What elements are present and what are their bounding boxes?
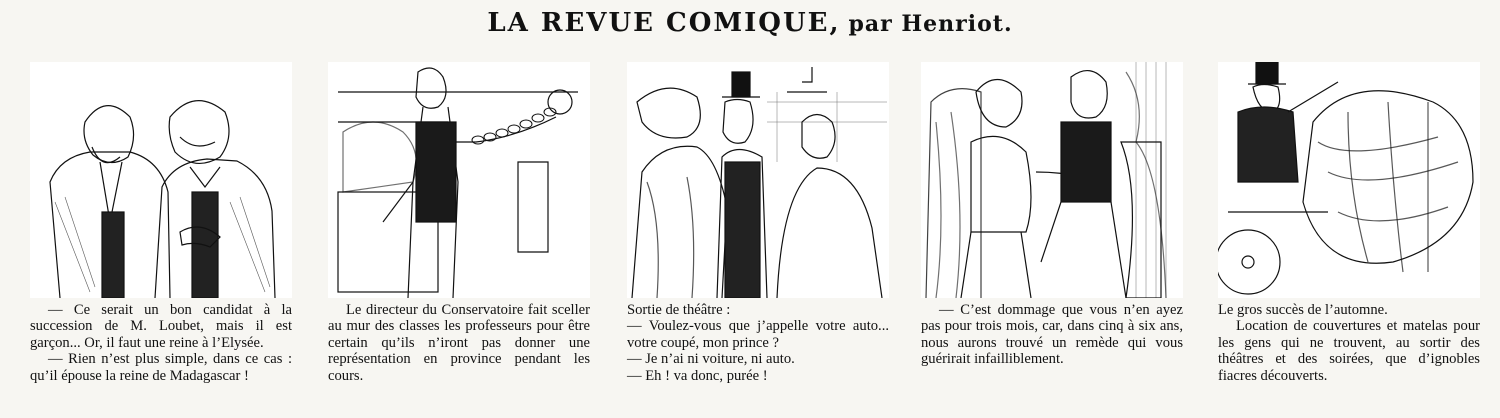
caption-line: — Je n’ai ni voiture, ni auto. <box>627 351 795 368</box>
caption-panel-2 <box>328 302 590 384</box>
caption-panel-3 <box>627 302 889 384</box>
title-byline: par Henriot. <box>848 11 1013 37</box>
caption-line: — Rien n’est plus simple, dans ce cas : qu’il épouse la reine de Madagascar ! <box>30 351 292 384</box>
title-main: LA REVUE COMIQUE, <box>487 8 841 38</box>
illustration-theatre-exit <box>627 62 889 298</box>
caption-line: Sortie de théâtre : <box>627 302 731 318</box>
comic-panel-4 <box>921 62 1183 298</box>
caption-panel-5 <box>1218 302 1480 384</box>
caption-line: — C’est dommage que vous n’en ayez pas pour trois mois, car, dans cinq à six ans, nous aurons trouvé un remède qui vous guérirait infailliblement. <box>921 302 1183 368</box>
caption-line: Le directeur du Conservatoire fait sceller au mur des classes les professeurs pour être certain qu’ils n’iront pas donner une représentation en province pendant les cours. <box>328 302 590 384</box>
comic-panel-1 <box>30 62 292 298</box>
illustration-doctor-patient <box>921 62 1183 298</box>
illustration-two-gentlemen <box>30 62 292 298</box>
comic-panel-2 <box>328 62 590 298</box>
page-title <box>0 8 1500 38</box>
caption-line: — Ce serait un bon candidat à la succession de M. Loubet, mais il est garçon... Or, il faut une reine à l’Elysée. <box>30 302 292 351</box>
caption-line: — Voulez-vous que j’appelle votre auto... votre coupé, mon prince ? <box>627 318 889 351</box>
illustration-open-cab <box>1218 62 1480 298</box>
caption-panel-1 <box>30 302 292 384</box>
caption-line: Location de couvertures et matelas pour les gens qui ne trouvent, au sortir des théâtres et des soirées, que d’ignobles fiacres découverts. <box>1218 318 1480 384</box>
comic-panel-3 <box>627 62 889 298</box>
caption-line: — Eh ! va donc, purée ! <box>627 367 768 384</box>
comic-panel-5 <box>1218 62 1480 298</box>
illustration-chained-professor <box>328 62 590 298</box>
caption-line: Le gros succès de l’automne. <box>1218 302 1388 318</box>
caption-panel-4 <box>921 302 1183 368</box>
